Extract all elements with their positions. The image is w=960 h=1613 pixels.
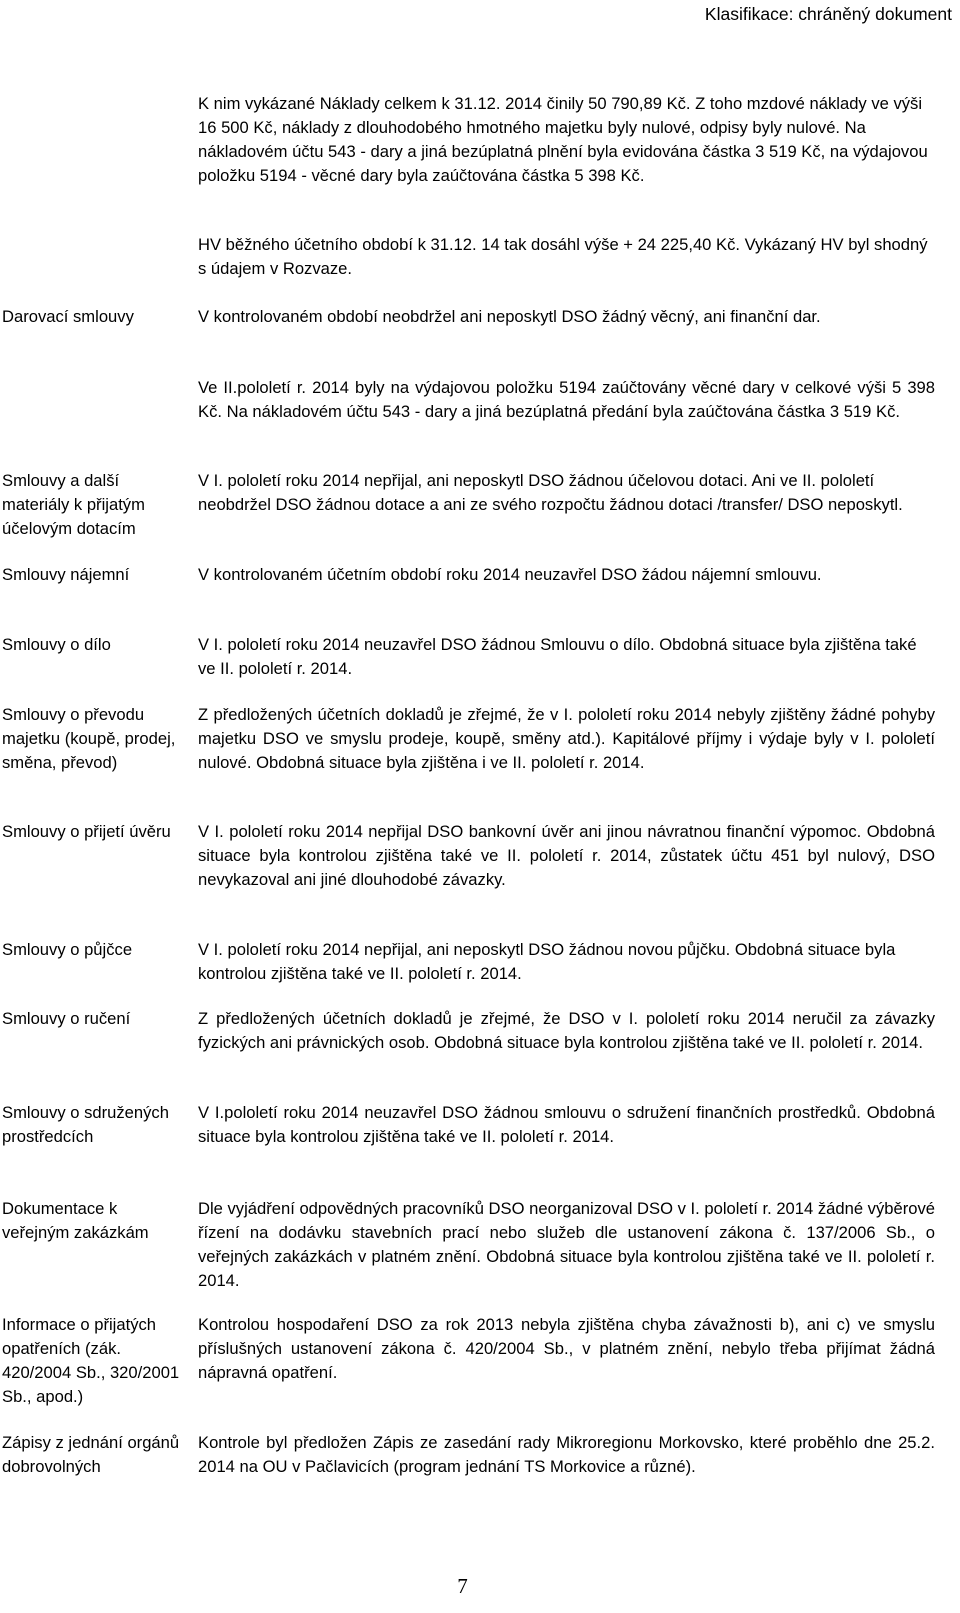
text-darovaci-2: Ve II.pololetí r. 2014 byly na výdajovou položku 5194 zaúčtovány věcné dary v celkové výši 5 398 Kč. Na nákladovém účtu 543 - dary a jiná bezúplatná předání byla zaúčtována částka 3 519 Kč. [198, 378, 935, 421]
label-sdruzene: Smlouvy o sdružených prostředcích [2, 1103, 169, 1146]
label-zapisy: Zápisy z jednání orgánů dobrovolných [2, 1433, 180, 1476]
label-darovaci: Darovací smlouvy [2, 307, 134, 326]
costs-paragraph: K nim vykázané Náklady celkem k 31.12. 2014 činily 50 790,89 Kč. Z toho mzdové náklady ve výši 16 500 Kč, náklady z dlouhodobého hmotného majetku byly nulové, odpisy byly nulové. Na nákladovém účtu 543 - dary a jiná bezúplatná plnění byla evidována částka 3 519 Kč, na výdajovou položku 5194 - věcné dary byla zaúčtována částka 5 398 Kč. [198, 94, 928, 185]
text-zakazky: Dle vyjádření odpovědných pracovníků DSO neorganizoval DSO v I. pololetí r. 2014 žádné výběrové řízení na dodávku stavebních prací nebo služeb dle ustanovení zákona č. 137/2006 Sb., o veřejných zakázkách v platném znění. Obdobná situace byla kontrolou zjištěna také ve II. pololetí r. 2014. [198, 1199, 935, 1290]
text-opatreni: Kontrolou hospodaření DSO za rok 2013 nebyla zjištěna chyba závažnosti b), ani c) ve smyslu příslušných ustanovení zákona č. 420/2004 Sb., v platném znění, nebylo třeba přijímat žádná nápravná opatření. [198, 1315, 935, 1382]
label-najemni: Smlouvy nájemní [2, 565, 130, 584]
text-prevod: Z předložených účetních dokladů je zřejmé, že v I. pololetí roku 2014 nebyly zjištěny žádné pohyby majetku DSO ve smyslu prodeje, koupě, směny atd.). Kapitálové příjmy i výdaje byly v I. pololetí nulové. Obdobná situace byla zjištěna i ve II. pololetí r. 2014. [198, 705, 935, 772]
label-dilo: Smlouvy o dílo [2, 635, 111, 654]
text-sdruzene: V I.pololetí roku 2014 neuzavřel DSO žádnou smlouvu o sdružení finančních prostředků. Obdobná situace byla kontrolou zjištěna také ve II. pololetí r. 2014. [198, 1103, 935, 1146]
text-dotace: V I. pololetí roku 2014 nepřijal, ani neposkytl DSO žádnou účelovou dotaci. Ani ve II. pololetí neobdržel DSO žádnou dotace a ani ze svého rozpočtu žádnou dotaci /transfer/ DSO neposkytl. [198, 471, 903, 514]
result-paragraph: HV běžného účetního období k 31.12. 14 tak dosáhl výše + 24 225,40 Kč. Vykázaný HV byl shodný s údajem v Rozvaze. [198, 235, 928, 278]
text-ruceni: Z předložených účetních dokladů je zřejmé, že DSO v I. pololetí roku 2014 neručil za závazky fyzických ani právnických osob. Obdobná situace byla kontrolou zjištěna také ve II. pololetí r. 2014. [198, 1009, 935, 1052]
label-opatreni: Informace o přijatých opatřeních (zák. 420/2004 Sb., 320/2001 Sb., apod.) [2, 1315, 180, 1406]
page-number: 7 [457, 1574, 468, 1598]
text-darovaci-1: V kontrolovaném období neobdržel ani neposkytl DSO žádný věcný, ani finanční dar. [198, 307, 821, 326]
text-dilo: V I. pololetí roku 2014 neuzavřel DSO žádnou Smlouvu o dílo. Obdobná situace byla zjištěna také ve II. pololetí r. 2014. [198, 635, 917, 678]
text-zapisy: Kontrole byl předložen Zápis ze zasedání rady Mikroregionu Morkovsko, které proběhlo dne 25.2. 2014 na OU v Pačlavicích (program jednání TS Morkovice a různé). [198, 1433, 935, 1476]
label-zakazky: Dokumentace k veřejným zakázkám [2, 1199, 149, 1242]
label-pujcka: Smlouvy o půjčce [2, 940, 133, 959]
classification-header: Klasifikace: chráněný dokument [704, 4, 952, 24]
text-uver: V I. pololetí roku 2014 nepřijal DSO bankovní úvěr ani jinou návratnou finanční výpomoc. Obdobná situace byla kontrolou zjištěna také ve II. pololetí r. 2014, zůstatek účtu 451 byl nulový, DSO nevykazoval ani jiné dlouhodobé závazky. [198, 822, 935, 889]
text-pujcka: V I. pololetí roku 2014 nepřijal, ani neposkytl DSO žádnou novou půjčku. Obdobná situace byla kontrolou zjištěna také ve II. pololetí r. 2014. [198, 940, 896, 983]
text-najemni: V kontrolovaném účetním období roku 2014 neuzavřel DSO žádou nájemní smlouvu. [198, 565, 822, 584]
label-uver: Smlouvy o přijetí úvěru [2, 822, 171, 841]
label-prevod: Smlouvy o převodu majetku (koupě, prodej, směna, převod) [2, 705, 176, 772]
label-dotace: Smlouvy a další materiály k přijatým účelovým dotacím [2, 471, 145, 538]
label-ruceni: Smlouvy o ručení [2, 1009, 131, 1028]
